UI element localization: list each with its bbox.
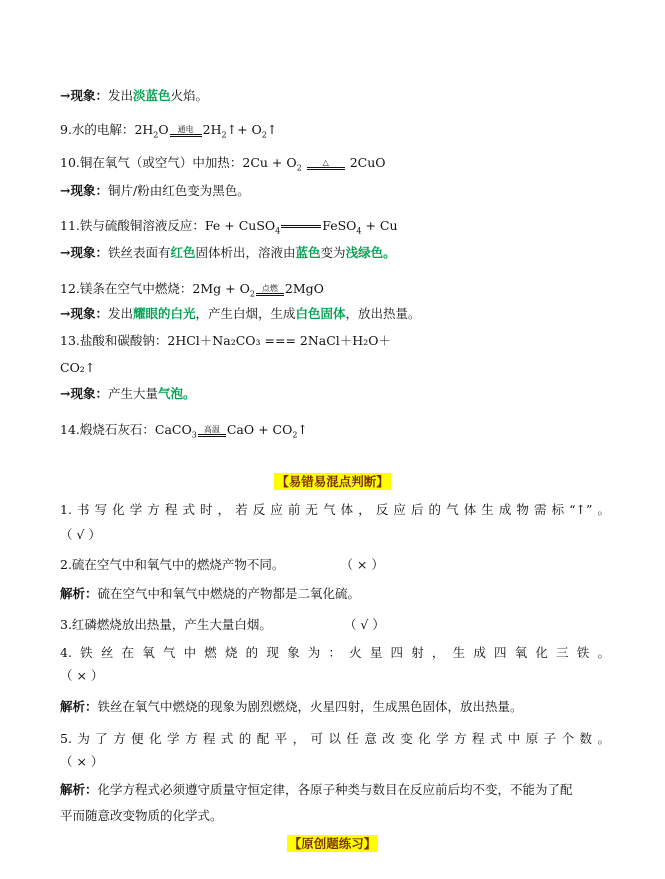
text: 产生大量 [107, 386, 158, 401]
analysis-5-cont [60, 808, 223, 824]
judgment-text: 2.硫在空气中和氧气中的燃烧产物不同。 [60, 557, 285, 572]
analysis-4 [60, 699, 523, 715]
analysis-text: 硫在空气中和氧气中燃烧的产物都是二氧化硫。 [97, 586, 361, 601]
highlight-text: 耀眼的白光 [133, 306, 196, 321]
text: ，放出热量。 [345, 306, 421, 321]
judgment-mark: （ √ ） [343, 617, 385, 632]
equation-9: 9.水的电解：$2H_2O$ 通电 $2H_2↑+$ $O_2↑$ [60, 122, 278, 140]
analysis-2 [60, 586, 360, 602]
condition [256, 284, 284, 296]
analysis-label: 解析： [60, 699, 98, 714]
judgment-5 [60, 729, 610, 747]
phenomenon-label: →现象： [60, 245, 108, 260]
phenomenon-label: →现象： [60, 88, 108, 103]
analysis-label: 解析： [60, 586, 98, 601]
phenomenon-line-10 [60, 183, 250, 199]
judgment-4 [60, 643, 610, 661]
judgment-text: 1.书写化学方程式时，若反应前无气体，反应后的气体生成物需标“↑”。 [60, 502, 610, 517]
condition [170, 125, 202, 137]
section-heading-confusion [0, 472, 665, 490]
condition [307, 158, 345, 170]
analysis-label: 解析： [60, 782, 98, 797]
section-title: 【易错易混点判断】 [276, 474, 389, 489]
phenomenon-line-13 [60, 386, 196, 402]
judgment-3 [60, 617, 385, 633]
phenomenon-label: →现象： [60, 386, 108, 401]
equation-13-cont [60, 360, 95, 376]
equation-11: 11.铁与硫酸铜溶液反应：Fe + CuSO$_4$ FeSO$_4$ + Cu [60, 218, 398, 236]
text: 变为 [320, 245, 346, 260]
equation-label: 10.铜在氧气（或空气）中加热： [60, 155, 243, 170]
equation-label: 12.镁条在空气中燃烧： [60, 281, 193, 296]
condition-text: △ [322, 157, 329, 167]
highlight-text: 浅绿色。 [345, 245, 396, 260]
highlight-text: 蓝色 [295, 245, 321, 260]
phenomenon-line-11 [60, 245, 396, 261]
equation-label: 11.铁与硫酸铜溶液反应： [60, 218, 205, 233]
judgment-mark: （ × ） [60, 668, 104, 683]
judgment-mark: （ × ） [340, 557, 384, 572]
equation-text: CO₂↑ [60, 360, 96, 375]
text: 铁丝表面有 [107, 245, 171, 260]
judgment-text: 3.红磷燃烧放出热量，产生大量白烟。 [60, 617, 272, 632]
judgment-mark: （ √ ） [60, 527, 101, 542]
judgment-1 [60, 500, 610, 518]
condition-text: 点燃 [261, 283, 278, 293]
highlight-text: 白色固体 [295, 306, 346, 321]
section-title: 【原创题练习】 [288, 836, 377, 851]
text: 火焰。 [170, 88, 209, 103]
equation-14: 14.煅烧石灰石：CaCO$_3$ 高温 CaO + $CO_2↑$ [60, 422, 308, 440]
text: 铜片/粉由红色变为黑色。 [107, 183, 250, 198]
analysis-text: 铁丝在氧气中燃烧的现象为剧烈燃烧，火星四射，生成黑色固体，放出热量。 [97, 699, 523, 714]
analysis-5 [60, 782, 573, 798]
highlight-text: 红色 [170, 245, 196, 260]
phenomenon-label: →现象： [60, 183, 108, 198]
equation-13 [60, 333, 391, 349]
judgment-4-mark [60, 668, 103, 684]
text: 发出 [107, 306, 133, 321]
phenomenon-line-12 [60, 306, 421, 322]
condition-text: 通电 [177, 124, 194, 134]
judgment-1-mark [60, 527, 101, 543]
phenomenon-line-1 [60, 88, 208, 104]
equation-label: 13.盐酸和碳酸钠： [60, 333, 168, 348]
equation-text: 2HCl＋Na₂CO₃ === 2NaCl＋H₂O＋ [167, 333, 391, 348]
judgment-text: 4.铁丝在氧气中燃烧的现象为：火星四射，生成四氧化三铁。 [60, 645, 610, 660]
judgment-text: 5.为了方便化学方程式的配平，可以任意改变化学方程式中原子个数。 [60, 731, 610, 746]
phenomenon-label: →现象： [60, 306, 108, 321]
judgment-5-mark [60, 754, 103, 770]
analysis-text: 平而随意改变物质的化学式。 [60, 808, 223, 823]
highlight-text: 气泡。 [158, 386, 196, 401]
judgment-mark: （ × ） [60, 754, 104, 769]
text: 固体析出，溶液由 [195, 245, 296, 260]
equation-10: 10.铜在氧气（或空气）中加热：$2Cu + O_2$ △ 2CuO [60, 155, 386, 173]
equation-label: 9.水的电解： [60, 122, 135, 137]
analysis-text: 化学方程式必须遵守质量守恒定律，各原子种类与数目在反应前后均不变，不能为了配 [97, 782, 573, 797]
judgment-2 [60, 557, 384, 573]
text: 发出 [107, 88, 133, 103]
equation-12: 12.镁条在空气中燃烧：$2Mg + O_2$ 点燃 2MgO [60, 281, 324, 299]
text: ，产生白烟，生成 [195, 306, 296, 321]
condition [198, 425, 226, 437]
section-heading-practice [0, 834, 665, 852]
equation-label: 14.煅烧石灰石： [60, 422, 155, 437]
highlight-text: 淡蓝色 [133, 88, 171, 103]
condition-text: 高温 [203, 424, 220, 434]
